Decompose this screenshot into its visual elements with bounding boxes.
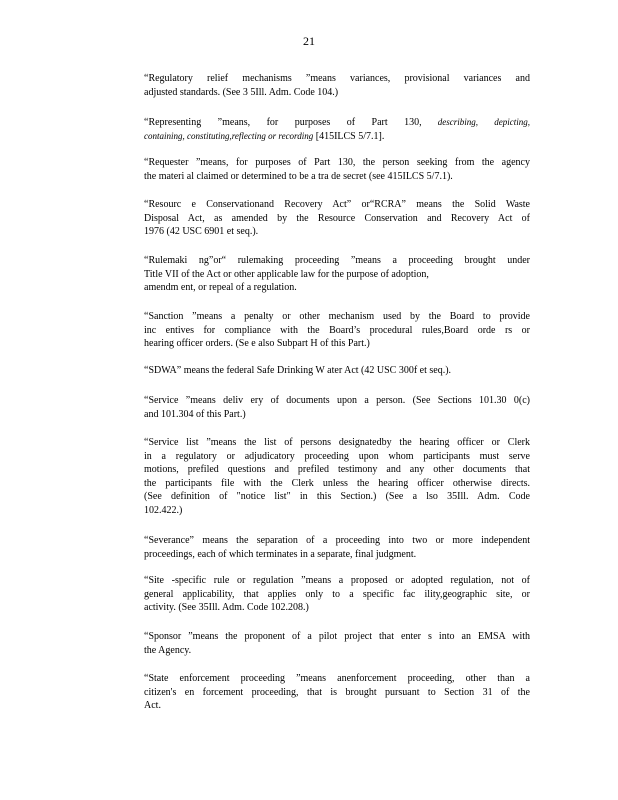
definition-line [144, 337, 530, 351]
definition-line [144, 281, 530, 295]
definition-rcra [144, 198, 530, 239]
definition-line-text: proceedings, each of which terminates in a separate, final judgment. [144, 548, 417, 560]
definition-line [144, 86, 530, 100]
definition-line [144, 548, 530, 562]
definition-line-text: “Severance” means the separation of a proceeding into two or more independent [144, 535, 530, 546]
definition-line-text: the materi al claimed or determined to be a tra de secret (see 415ILCS 5/7.1). [144, 170, 453, 182]
definition-line [144, 686, 530, 700]
definition-service-list [144, 436, 530, 517]
definition-line-text: Act. [144, 700, 161, 711]
definition-line-text: “Service ”means deliv ery of documents upon a person. (See Sections 101.30 0(c) [144, 395, 530, 406]
definition-line-tail: describing, depicting, [421, 117, 530, 127]
definition-line [144, 156, 530, 170]
definition-sdwa [144, 364, 530, 378]
definition-representing [144, 116, 530, 143]
definition-line [144, 450, 530, 464]
definition-line-text: hearing officer orders. (Se e also Subpart H of this Part.) [144, 338, 370, 349]
definition-site-specific-rule [144, 574, 530, 615]
definition-line-text: “Requester ”means, for purposes of Part 130, the person seeking from the agency [144, 157, 530, 168]
definition-rulemaking-proceeding [144, 254, 530, 295]
definition-line [144, 116, 530, 130]
definition-line-text: 102.422.) [144, 504, 183, 516]
definition-line [144, 310, 530, 324]
definition-requester [144, 156, 530, 183]
definition-line-text: and 101.304 of this Part.) [144, 408, 246, 420]
definition-line [144, 672, 530, 686]
definition-line-text: “State enforcement proceeding ”means anenforcement proceeding, other than a [144, 673, 530, 684]
definition-line [144, 254, 530, 268]
definition-line [144, 198, 530, 212]
definition-line [144, 170, 530, 184]
definition-line-text: citizen's en forcement proceeding, that is brought pursuant to Section 31 of the [144, 686, 530, 698]
definition-line-text: “Rulemaki ng”or“ rulemaking proceeding ”means a proceeding brought under [144, 255, 530, 266]
definition-line-text: inc entives for compliance with the Board’s procedural rules,Board orde rs or [144, 324, 530, 336]
definition-line [144, 601, 530, 615]
definition-line [144, 699, 530, 713]
definition-line [144, 644, 530, 658]
definition-line [144, 588, 530, 602]
definition-line [144, 268, 530, 282]
definition-line [144, 463, 530, 477]
definition-line [144, 72, 530, 86]
definition-line-text: containing, constituting,reflecting or recording [144, 130, 314, 141]
definition-line-text: “Representing ”means, for purposes of Part 130, [144, 117, 422, 128]
definition-line-text: “Service list ”means the list of persons designatedby the hearing officer or Clerk [144, 437, 530, 448]
definition-sanction [144, 310, 530, 351]
definition-line-text: motions, prefiled questions and prefiled testimony and any other documents that [144, 464, 530, 475]
definition-line-text: activity. (See 35Ill. Adm. Code 102.208.) [144, 602, 309, 613]
definition-sponsor [144, 630, 530, 657]
definition-line [144, 477, 530, 491]
definition-line-text: “Sponsor ”means the proponent of a pilot project that enter s into an EMSA with [144, 631, 530, 642]
definition-state-enforcement-proceeding [144, 672, 530, 713]
definition-line [144, 225, 530, 239]
definition-line [144, 574, 530, 588]
definition-line [144, 130, 530, 144]
definition-line-text: general applicability, that applies only to a specific fac ility,geographic site, or [144, 588, 530, 600]
definition-line-text: “Resourc e Conservationand Recovery Act” or“RCRA” means the Solid Waste [144, 199, 530, 210]
definition-line-text: Title VII of the Act or other applicable law for the purpose of adoption, [144, 268, 429, 280]
definition-regulatory-relief-mechanisms [144, 72, 530, 99]
definition-line [144, 364, 530, 378]
definition-severance [144, 534, 530, 561]
definition-line [144, 490, 530, 504]
definition-line-text: Disposal Act, as amended by the Resource Conservation and Recovery Act of [144, 212, 530, 224]
definition-line [144, 504, 530, 518]
definition-line-text: “Site -specific rule or regulation ”means a proposed or adopted regulation, not of [144, 575, 530, 586]
definition-line [144, 630, 530, 644]
definition-line-text: “Regulatory relief mechanisms ”means variances, provisional variances and [144, 73, 530, 84]
definition-line-text: 1976 (42 USC 6901 et seq.). [144, 226, 259, 237]
definition-line-text: (See definition of "notice list" in this Section.) (See a lso 35Ill. Adm. Code [144, 491, 530, 502]
definition-line-text: “Sanction ”means a penalty or other mechanism used by the Board to provide [144, 311, 530, 322]
definition-line [144, 436, 530, 450]
definition-line [144, 324, 530, 338]
definition-line-text: the participants file with the Clerk unless the hearing officer otherwise directs. [144, 477, 530, 489]
page-number: 21 [303, 34, 315, 48]
definition-line-text: adjusted standards. (See 3 5Ill. Adm. Code 104.) [144, 86, 339, 98]
definition-line [144, 534, 530, 548]
definition-line-text: amendm ent, or repeal of a regulation. [144, 282, 297, 293]
definition-service [144, 394, 530, 421]
definition-line-text: in a regulatory or adjudicatory proceeding upon whom participants must serve [144, 450, 530, 462]
definition-line [144, 212, 530, 226]
definition-line-text: “SDWA” means the federal Safe Drinking W ater Act (42 USC 300f et seq.). [144, 365, 452, 376]
definition-line-text: the Agency. [144, 644, 192, 656]
definition-line-tail: [415ILCS 5/7.1]. [313, 130, 385, 142]
definition-line [144, 394, 530, 408]
definition-line [144, 408, 530, 422]
